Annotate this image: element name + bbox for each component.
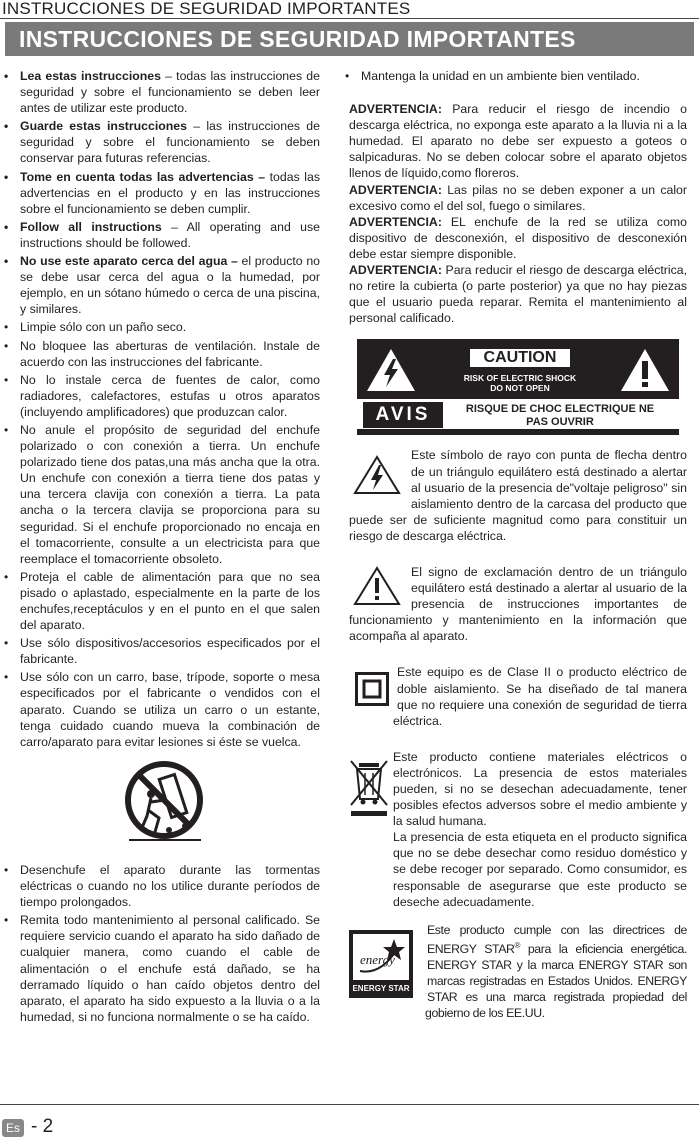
header-rule bbox=[0, 18, 699, 19]
page-header-title: INSTRUCCIONES DE SEGURIDAD IMPORTANTES bbox=[2, 0, 411, 18]
list-item: • No use este aparato cerca del agua – el producto no se debe usar cerca del agua o la humedad, por ejemplo, en un sótano húmedo o cerca de una piscina, y similares. bbox=[8, 253, 320, 317]
class-ii-note: Este equipo es de Clase II o producto eléctrico de doble aislamiento. Se ha diseñado de tal manera que no requiere una conexión de seguridad de tierra eléctrica. bbox=[349, 664, 687, 728]
energy-star-icon bbox=[350, 931, 412, 983]
language-badge: Es bbox=[2, 1119, 24, 1137]
warning-paragraph: ADVERTENCIA: Las pilas no se deben exponer a un calor excesivo como el del sol, fuego o similares. bbox=[349, 182, 687, 213]
safety-list bbox=[8, 68, 320, 750]
lightning-triangle-icon bbox=[353, 455, 401, 495]
cart-warning-pictogram bbox=[8, 760, 320, 848]
list-item: • Guarde estas instrucciones – las instrucciones de seguridad y sobre el funcionamiento se deben conservar para futuras referencias. bbox=[8, 118, 320, 166]
list-item: • Use sólo con un carro, base, trípode, soporte o mesa especificados por el fabricante o vendidos con el aparato. Cuando se utiliza un carro o un estante, tenga cuidado cuando mueva la combinación de carro/aparato para evitar lesiones si éste se vuelca. bbox=[8, 669, 320, 749]
list-item: • Mantenga la unidad en un ambiente bien ventilado. bbox=[349, 68, 687, 84]
risk-french: RISQUE DE CHOC ELECTRIQUE NE PAS OUVRIR bbox=[465, 403, 655, 429]
caution-label-panel bbox=[357, 339, 679, 435]
warning-paragraph: ADVERTENCIA: EL enchufe de la red se utiliza como dispositivo de desconexión, el dispositivo de desconexión debe estar siempre disponible. bbox=[349, 214, 687, 261]
tip-over-warning-icon bbox=[121, 760, 207, 844]
lightning-triangle-icon bbox=[365, 347, 417, 393]
weee-note: Este producto contiene materiales eléctricos o electrónicos. La presencia de estos materiales pueden, si no se desechan adecuadamente, tener posibles efectos adversos sobre el medio ambiente y la salud humana. La presencia de esta etiqueta en el producto significa que no se debe desechar como residuo doméstico y se debe recoger por separado. Como consumidor, es responsable de asegurarse que este producto se deseche adecuadamente. bbox=[349, 749, 687, 910]
lightning-symbol-note: Este símbolo de rayo con punta de flecha dentro de un triángulo equilátero está destinado a alertar al usuario de la presencia de"voltaje peligroso" sin aislamiento dentro de la carcasa del producto que puede ser de suficiente magnitud como para constituir un riesgo de descarga eléctrica. bbox=[349, 448, 687, 543]
footer-rule bbox=[0, 1104, 699, 1105]
section-banner bbox=[5, 22, 694, 56]
crossed-bin-icon bbox=[349, 757, 389, 849]
warning-paragraph: ADVERTENCIA: Para reducir el riesgo de descarga eléctrica, no retire la cubierta (o parte posterior) ya que no hay piezas que el usuario pueda reparar. Remita el mantenimiento al personal calificado. bbox=[349, 263, 687, 326]
page-number: - 2 bbox=[31, 1116, 54, 1137]
energy-star-note bbox=[349, 922, 687, 1022]
exclamation-symbol-note: El signo de exclamación dentro de un triángulo equilátero está destinado a alertar al usuario de la presencia de instrucciones importantes de funcionamiento y mantenimiento en la información que acompaña al aparato. bbox=[349, 564, 687, 644]
risk-english: RISK OF ELECTRIC SHOCK DO NOT OPEN bbox=[463, 373, 577, 394]
list-item: • No bloquee las aberturas de ventilación. Instale de acuerdo con las instrucciones del fabricante. bbox=[8, 338, 320, 370]
safety-list-continued bbox=[8, 862, 320, 1025]
exclamation-triangle-icon bbox=[353, 566, 401, 606]
banner-title: INSTRUCCIONES DE SEGURIDAD IMPORTANTES bbox=[19, 26, 576, 52]
list-item: • Limpie sólo con un paño seco. bbox=[8, 319, 320, 335]
list-item: • Follow all instructions – All operating and use instructions should be followed. bbox=[8, 219, 320, 251]
double-insulation-icon bbox=[355, 672, 389, 706]
caution-word: CAUTION bbox=[470, 349, 570, 367]
svg-text:energy: energy bbox=[360, 951, 395, 967]
exclamation-triangle-icon bbox=[619, 347, 671, 393]
energy-star-paragraph: Este producto cumple con las directrices de ENERGY STAR® para la eficiencia energética. ENERGY STAR y la marca ENERGY STAR son marcas registradas en Estados Unidos. ENERGY STAR es una marca registrada propiedad del gobierno de los EE.UU. bbox=[425, 922, 688, 1021]
right-column bbox=[349, 68, 687, 1021]
list-item: • Lea estas instrucciones – todas las instrucciones de seguridad y sobre el funcionamiento se deben leer antes de utilizar este producto. bbox=[8, 68, 320, 116]
avis-word: AVIS bbox=[363, 402, 443, 428]
list-item: • No lo instale cerca de fuentes de calor, como radiadores, calefactores, estufas u otros aparatos (incluyendo amplificadores) que produzcan calor. bbox=[8, 372, 320, 420]
warning-paragraph: ADVERTENCIA: Para reducir el riesgo de incendio o descarga eléctrica, no exponga este aparato a la lluvia ni a la humedad. El aparato no debe ser expuesto a goteos o salpicaduras. No se deben colocar sobre el aparato objetos llenos de líquido,como floreros. bbox=[349, 102, 687, 181]
list-item: • Proteja el cable de alimentación para que no sea pisado o aplastado, especialmente en la parte de los enchufes,receptáculos y en el punto en el que salen del aparato. bbox=[8, 569, 320, 633]
list-item: • No anule el propósito de seguridad del enchufe polarizado o con conexión a tierra. Un enchufe polarizado tiene dos patas,una más ancha que la otra. Un enchufe con conexión a tierra tiene dos patas y una tercera clavija con conexión a tierra. La pata ancha o la tercera clavija se proporciona para su seguridad. Si el enchufe proporcionado no encaja en el tomacorriente, consulte a un electricista para que reemplace el tomacorriente obsoleto. bbox=[8, 422, 320, 567]
list-item: • Use sólo dispositivos/accesorios especificados por el fabricante. bbox=[8, 635, 320, 667]
energy-star-logo: energy ENERGY STAR bbox=[349, 930, 413, 998]
list-item: • Remita todo mantenimiento al personal calificado. Se requiere servicio cuando el aparato ha sido dañado de cualquier manera, como cuando el cable de alimentación o el enchufe está dañado, se ha derramado líquido o han caído objetos dentro del aparato, el aparato ha sido expuesto a la lluvia o a la humedad, si no funciona normalmente o se ha caído. bbox=[8, 912, 320, 1025]
ventilation-list bbox=[349, 68, 687, 84]
left-column bbox=[8, 68, 320, 1027]
list-item: • Desenchufe el aparato durante las tormentas eléctricas o cuando no los utilice durante períodos de tiempo prolongados. bbox=[8, 862, 320, 910]
list-item: • Tome en cuenta todas las advertencias – todas las advertencias en el producto y en las instrucciones sobre el funcionamiento se deben cumplir. bbox=[8, 169, 320, 217]
